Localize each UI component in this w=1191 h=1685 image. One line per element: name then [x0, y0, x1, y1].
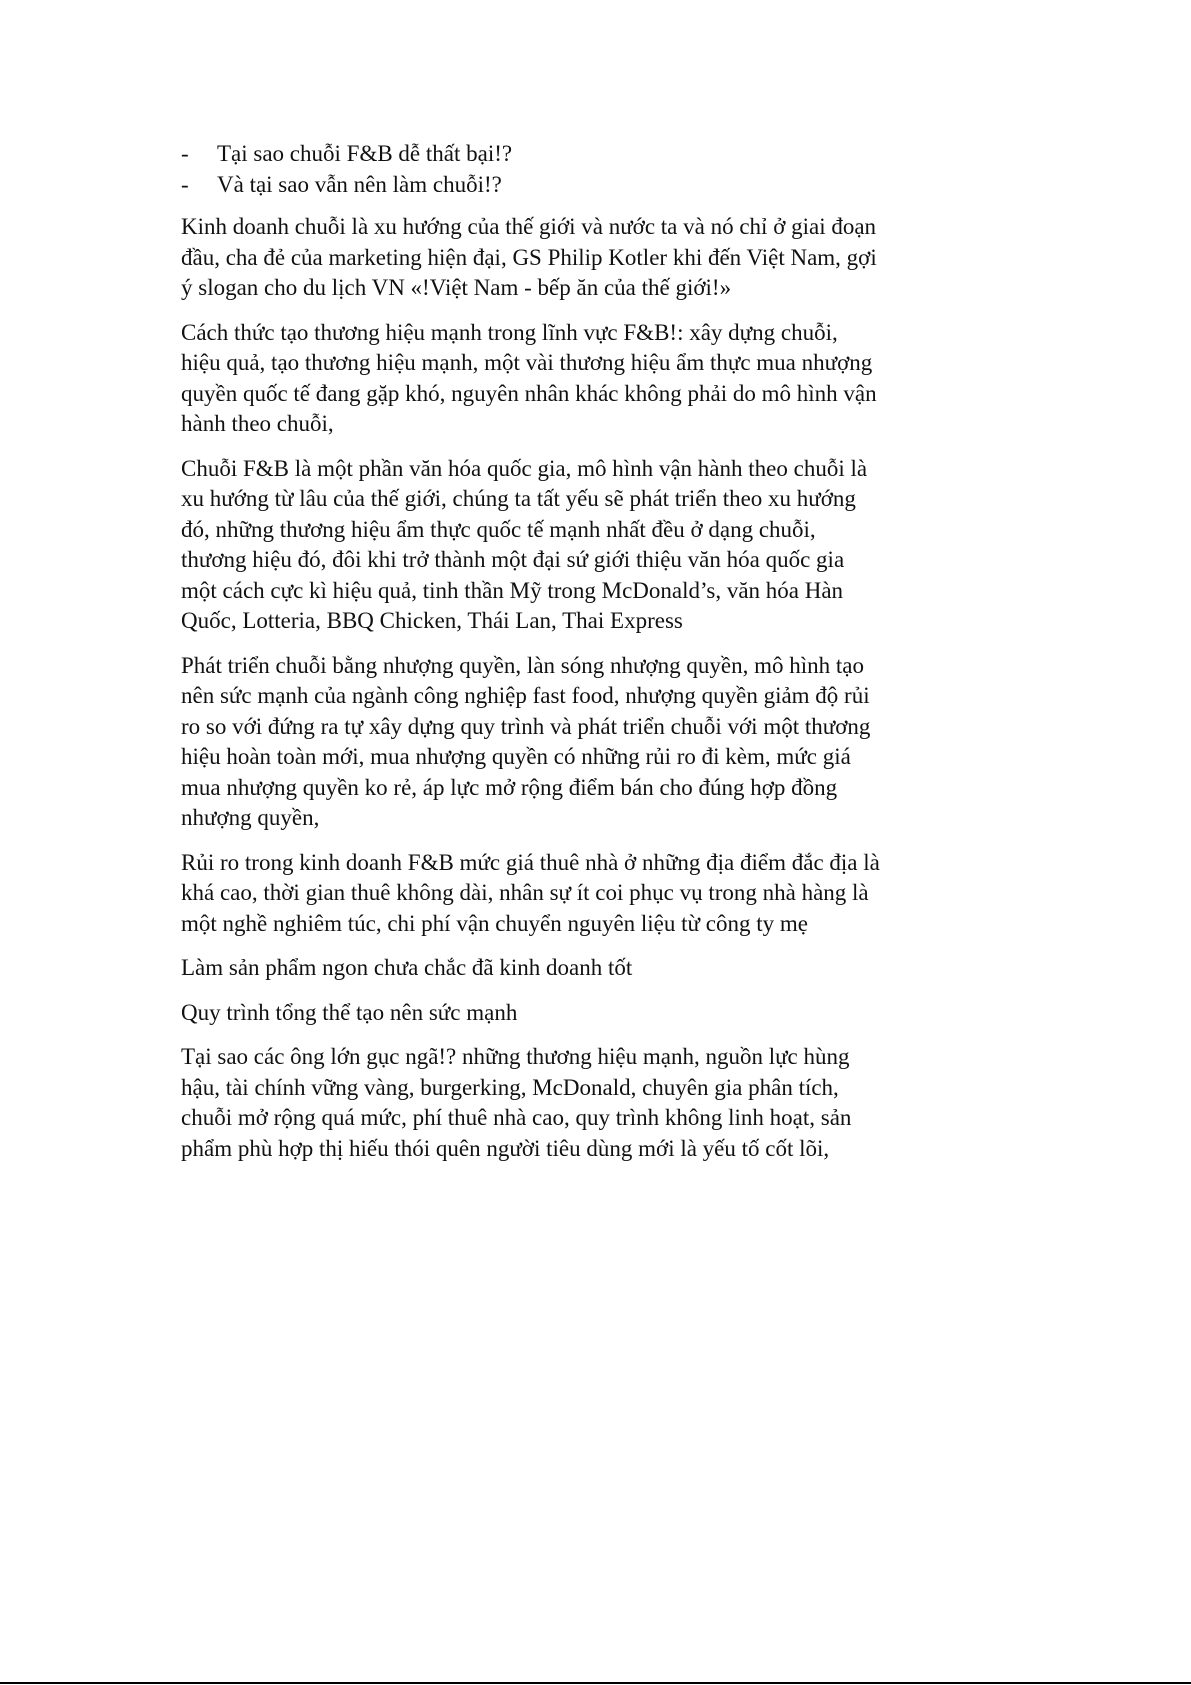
dash-bullet: -: [181, 141, 189, 166]
paragraph-franchising: Phát triển chuỗi bằng nhượng quyền, làn sóng nhượng quyền, mô hình tạo nên sức mạnh của ngành công nghiệp fast food, nhượng quyền giảm độ rủi ro so với đứng ra tự xây dựng quy trình và phát triển chuỗi với một thương hiệu hoàn toàn mới, mua nhượng quyền có những rủi ro đi kèm, mức giá mua nhượng quyền ko rẻ, áp lực mở rộng điểm bán cho đúng hợp đồng nhượng quyền,: [181, 652, 871, 830]
list-item-text: Và tại sao vẫn nên làm chuỗi!?: [217, 171, 502, 197]
list-item: [181, 170, 881, 201]
paragraph-brand-building: Cách thức tạo thương hiệu mạnh trong lĩnh vực F&B!: xây dựng chuỗi, hiệu quả, tạo thương hiệu mạnh, một vài thương hiệu ẩm thực mua nhượng quyền quốc tế đang gặp khó, nguyên nhân khác không phải do mô hình vận hành theo chuỗi,: [181, 319, 877, 436]
page-bottom-border: [0, 1682, 1191, 1684]
paragraph-risks: Rủi ro trong kinh doanh F&B mức giá thuê nhà ở những địa điểm đắc địa là khá cao, thời gian thuê không dài, nhân sự ít coi phục vụ trong nhà hàng là một nghề nghiêm túc, chi phí vận chuyển nguyên liệu từ công ty mẹ: [181, 849, 880, 936]
paragraph-overall-process: Quy trình tổng thể tạo nên sức mạnh: [181, 999, 518, 1025]
paragraph-big-players-fall: Tại sao các ông lớn gục ngã!? những thương hiệu mạnh, nguồn lực hùng hậu, tài chính vững vàng, burgerking, McDonald, chuyên gia phân tích, chuỗi mở rộng quá mức, phí thuê nhà cao, quy trình không linh hoạt, sản phẩm phù hợp thị hiếu thói quên người tiêu dùng mới là yếu tố cốt lõi,: [181, 1044, 852, 1161]
paragraph-good-product: Làm sản phẩm ngon chưa chắc đã kinh doanh tốt: [181, 955, 633, 980]
paragraph-chain-trend: Kinh doanh chuỗi là xu hướng của thế giới và nước ta và nó chỉ ở giai đoạn đầu, cha đẻ của marketing hiện đại, GS Philip Kotler khi đến Việt Nam, gợi ý slogan cho du lịch VN «!Việt Nam - bếp ăn của thế giới!»: [181, 214, 877, 300]
paragraph-national-culture: Chuỗi F&B là một phần văn hóa quốc gia, mô hình vận hành theo chuỗi là xu hướng từ lâu của thế giới, chúng ta tất yếu sẽ phát triển theo xu hướng đó, những thương hiệu ẩm thực quốc tế mạnh nhất đều ở dạng chuỗi, thương hiệu đó, đôi khi trở thành một đại sứ giới thiệu văn hóa quốc gia một cách cực kì hiệu quả, tinh thần Mỹ trong McDonald’s, văn hóa Hàn Quốc, Lotteria, BBQ Chicken, Thái Lan, Thai Express: [181, 455, 868, 633]
dash-bullet: -: [181, 171, 189, 197]
question-list: [181, 139, 881, 200]
list-item-text: Tại sao chuỗi F&B dễ thất bại!?: [217, 141, 513, 166]
list-item: [181, 139, 881, 170]
document-body: [181, 139, 881, 1178]
